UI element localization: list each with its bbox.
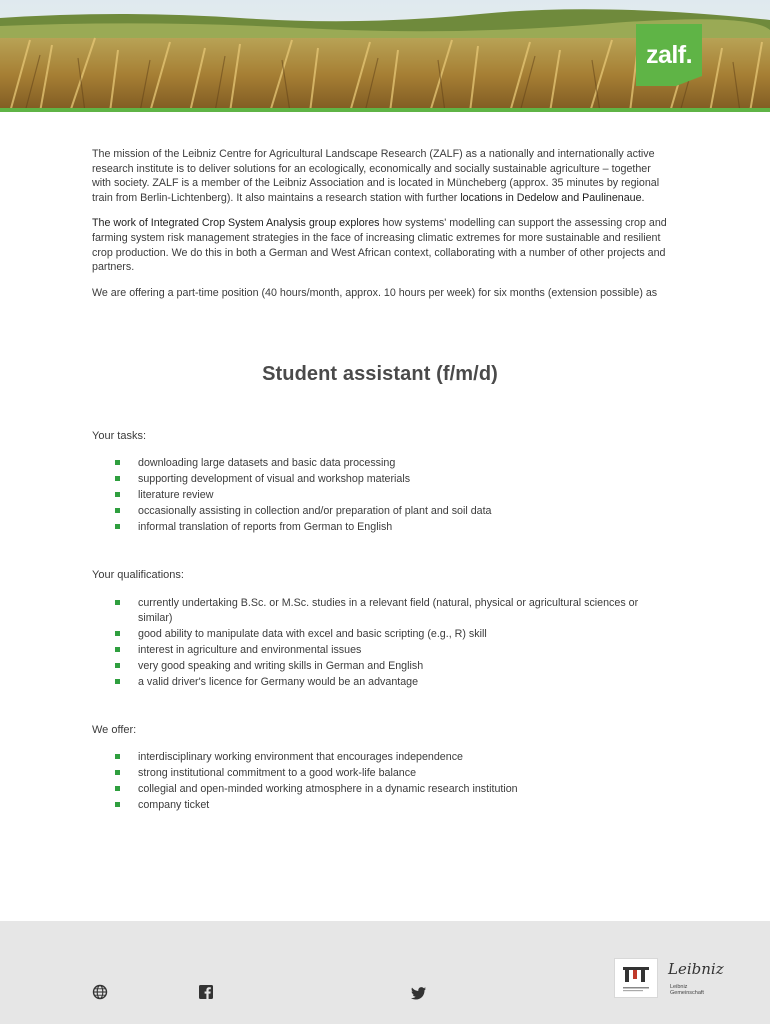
offer-text: interdisciplinary working environment that encourages independence (138, 751, 463, 763)
offer-text: strong institutional commitment to a good work-life balance (138, 766, 417, 779)
bullet-icon (115, 786, 120, 791)
bullet-icon (115, 460, 120, 465)
offer-text: company ticket (138, 798, 210, 811)
list-item (115, 750, 675, 765)
globe-icon[interactable] (92, 984, 108, 1000)
header-banner (0, 0, 770, 112)
partner-badge-logo[interactable] (614, 958, 658, 998)
list-item (115, 627, 675, 642)
leibniz-subtitle: Leibniz Gemeinschaft (670, 984, 704, 996)
zalf-logo[interactable] (636, 24, 702, 86)
tasks-heading: Your tasks: (92, 430, 147, 442)
list-item (115, 798, 675, 813)
list-item (115, 766, 675, 781)
offer-text: collegial and open-minded working atmosphere in a dynamic research institution (138, 782, 518, 795)
list-item (115, 675, 675, 690)
bullet-icon (115, 679, 120, 684)
list-item (115, 659, 675, 674)
bullet-icon (115, 524, 120, 529)
offer-list (115, 750, 675, 814)
bullet-icon (115, 770, 120, 775)
list-item (115, 456, 675, 471)
qualification-text: interest in agriculture and environmental issues (138, 643, 362, 656)
logo-text: zalf. (645, 40, 693, 69)
qualification-text: good ability to manipulate data with excel and basic scripting (e.g., R) skill (138, 627, 487, 640)
bullet-icon (115, 631, 120, 636)
bullet-icon (115, 647, 120, 652)
task-text: informal translation of reports from German to English (138, 520, 393, 533)
qualifications-heading: Your qualifications: (92, 569, 184, 581)
list-item (115, 488, 675, 503)
intro-section (92, 147, 672, 311)
intro-paragraph-3: We are offering a part-time position (40 hours/month, approx. 10 hours per week) for six months (extension possible) as (92, 286, 658, 299)
offer-heading: We offer: (92, 724, 137, 736)
qualifications-list (115, 596, 675, 691)
list-item (115, 472, 675, 487)
task-text: downloading large datasets and basic data processing (138, 457, 396, 469)
list-item (115, 520, 675, 535)
intro-text-1: The mission of the Leibniz Centre for Agricultural Landscape Research (ZALF) as a nationally and internationally active research institute is to deliver solutions for an ecologically, economically and socially sustainable agriculture – together with society. ZALF is a member of the Leibniz Association and is located in Müncheberg (approx. 35 minutes by regional train from Berlin-Lichtenberg). It also maintains a research station with further (92, 148, 660, 204)
list-item (115, 596, 675, 625)
facebook-icon[interactable] (198, 984, 214, 1000)
leibniz-wordmark: Leibniz (668, 960, 724, 978)
task-text: supporting development of visual and workshop materials (138, 472, 411, 485)
certificate-icon (615, 959, 657, 997)
job-title: Student assistant (f/m/d) (262, 363, 498, 385)
qualification-text: a valid driver's licence for Germany would be an advantage (138, 675, 419, 688)
task-text: occasionally assisting in collection and/or preparation of plant and soil data (138, 504, 492, 517)
locations-link[interactable]: locations in Dedelow and Paulinenaue. (460, 191, 645, 204)
intro-text-2: how systems' modelling can support the assessing crop and farming system risk management strategies in the face of increasing climatic extremes for more sustainable and resilient crop production. We do this in both a German and West African context, collaborating with a number of other projects and partners. (92, 217, 667, 274)
intro-paragraph-2 (92, 216, 672, 274)
bullet-icon (115, 600, 120, 605)
task-text: literature review (138, 488, 214, 501)
bullet-icon (115, 802, 120, 807)
bullet-icon (115, 492, 120, 497)
qualification-text: very good speaking and writing skills in German and English (138, 659, 424, 672)
twitter-icon[interactable] (411, 985, 427, 1001)
bullet-icon (115, 476, 120, 481)
list-item (115, 504, 675, 519)
group-link[interactable]: The work of Integrated Crop System Analysis group explores (92, 217, 380, 230)
bullet-icon (115, 754, 120, 759)
tasks-list (115, 456, 675, 536)
bullet-icon (115, 508, 120, 513)
leibniz-logo[interactable] (668, 960, 724, 998)
qualification-text: currently undertaking B.Sc. or M.Sc. studies in a relevant field (natural, physical or agricultural sciences or similar) (138, 597, 639, 624)
list-item (115, 782, 675, 797)
bullet-icon (115, 663, 120, 668)
intro-paragraph-1 (92, 147, 672, 205)
list-item (115, 643, 675, 658)
